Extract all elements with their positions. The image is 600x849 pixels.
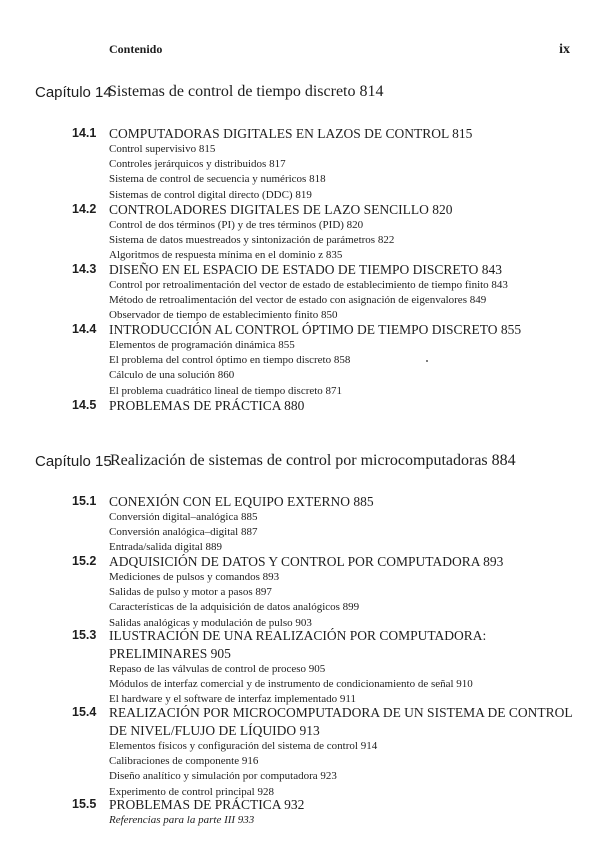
toc-entry: Calibraciones de componente 916 <box>109 755 259 768</box>
toc-entry: Salidas de pulso y motor a pasos 897 <box>109 586 272 599</box>
toc-entry: Conversión digital–analógica 885 <box>109 511 258 523</box>
section-title: PROBLEMAS DE PRÁCTICA 880 <box>109 398 305 413</box>
toc-entry: Cálculo de una solución 860 <box>109 369 235 382</box>
toc-entry: Control supervisivo 815 <box>109 143 216 155</box>
subsection-list <box>109 278 508 324</box>
subsection-list <box>109 338 350 399</box>
toc-entry: Control por retroalimentación del vector de estado de establecimiento de tiempo finito 843 <box>109 279 508 291</box>
toc-entry: Elementos físicos y configuración del sistema de control 914 <box>109 740 378 752</box>
toc-entry: Sistema de control de secuencia y numéricos 818 <box>109 173 326 186</box>
chapter-heading <box>35 452 516 471</box>
toc-entry: Diseño analítico y simulación por computadora 923 <box>109 770 337 783</box>
toc-entry: Elementos de programación dinámica 855 <box>109 339 295 351</box>
toc-entry: Entrada/salida digital 889 <box>109 541 223 554</box>
toc-entry: Controles jerárquicos y distribuidos 817 <box>109 158 286 171</box>
section-title-line: DE NIVEL/FLUJO DE LÍQUIDO 913 <box>109 723 320 738</box>
section-number: 14.1 <box>72 126 97 140</box>
toc-entry: El problema del control óptimo en tiempo discreto 858 <box>109 354 351 367</box>
toc-entry: Algoritmos de respuesta mínima en el dominio z 835 <box>109 249 343 262</box>
running-header <box>109 42 570 58</box>
section-number: 15.3 <box>72 628 97 642</box>
section-title: ADQUISICIÓN DE DATOS Y CONTROL POR COMPUTADORA 893 <box>109 554 504 569</box>
section-number: 15.5 <box>72 797 97 811</box>
section-number: 14.3 <box>72 262 97 276</box>
section-title <box>109 627 486 663</box>
subsection-list <box>109 142 326 203</box>
subsection-list <box>109 218 394 264</box>
chapter-title: Sistemas de control de tiempo discreto 814 <box>108 83 384 100</box>
toc-entry: Control de dos términos (PI) y de tres términos (PID) 820 <box>109 219 364 231</box>
subsection-list <box>109 510 257 556</box>
running-header-title: Contenido <box>109 42 163 56</box>
toc-entry: Mediciones de pulsos y comandos 893 <box>109 571 280 583</box>
section-number: 14.2 <box>72 202 97 216</box>
section-title: PROBLEMAS DE PRÁCTICA 932 <box>109 797 305 812</box>
section-number: 14.5 <box>72 398 97 412</box>
toc-entry: Repaso de las válvulas de control de proceso 905 <box>109 663 326 675</box>
toc-entry: Experimento de control principal 928 <box>109 785 274 798</box>
section-title-line: REALIZACIÓN POR MICROCOMPUTADORA DE UN SISTEMA DE CONTROL <box>109 705 573 720</box>
toc-entry: Sistemas de control digital directo (DDC) 819 <box>109 188 312 201</box>
toc-entry: Método de retroalimentación del vector de estado con asignación de eigenvalores 849 <box>109 294 487 307</box>
toc-entry: El problema cuadrático lineal de tiempo discreto 871 <box>109 384 343 397</box>
section-title: CONEXIÓN CON EL EQUIPO EXTERNO 885 <box>109 494 374 509</box>
toc-entry: Módulos de interfaz comercial y de instrumento de condicionamiento de señal 910 <box>109 678 473 691</box>
subsection-list <box>109 570 359 631</box>
section-title <box>109 704 573 740</box>
section-title: COMPUTADORAS DIGITALES EN LAZOS DE CONTROL 815 <box>109 126 473 141</box>
toc-entry: Conversión analógica–digital 887 <box>109 526 258 539</box>
section-title: INTRODUCCIÓN AL CONTROL ÓPTIMO DE TIEMPO DISCRETO 855 <box>109 322 522 337</box>
section-number: 15.2 <box>72 554 97 568</box>
toc-entry: El hardware y el software de interfaz implementado 911 <box>109 693 356 706</box>
toc-entry-references: Referencias para la parte III 933 <box>109 814 255 826</box>
chapter-heading <box>35 83 384 102</box>
chapter-label: Capítulo 15 <box>35 453 112 470</box>
section-number: 15.1 <box>72 494 97 508</box>
toc-entry: Características de la adquisición de datos analógicos 899 <box>109 601 360 614</box>
section-number: 15.4 <box>72 705 97 719</box>
section-title-line: ILUSTRACIÓN DE UNA REALIZACIÓN POR COMPUTADORA: <box>109 628 487 643</box>
section-title-line: PRELIMINARES 905 <box>109 646 231 661</box>
toc-entry: Sistema de datos muestreados y sintonización de parámetros 822 <box>109 234 395 247</box>
page-number: ix <box>559 42 570 57</box>
subsection-list <box>109 813 254 828</box>
print-speck <box>426 360 428 362</box>
chapter-label: Capítulo 14 <box>35 84 112 101</box>
toc-entry: Salidas analógicas y modulación de pulso 903 <box>109 616 312 629</box>
chapter-title: Realización de sistemas de control por microcomputadoras 884 <box>110 452 516 469</box>
subsection-list <box>109 662 473 708</box>
section-title: CONTROLADORES DIGITALES DE LAZO SENCILLO 820 <box>109 202 453 217</box>
section-title: DISEÑO EN EL ESPACIO DE ESTADO DE TIEMPO DISCRETO 843 <box>109 262 503 277</box>
section-number: 14.4 <box>72 322 97 336</box>
subsection-list <box>109 739 377 800</box>
toc-entry: Observador de tiempo de establecimiento finito 850 <box>109 309 338 322</box>
